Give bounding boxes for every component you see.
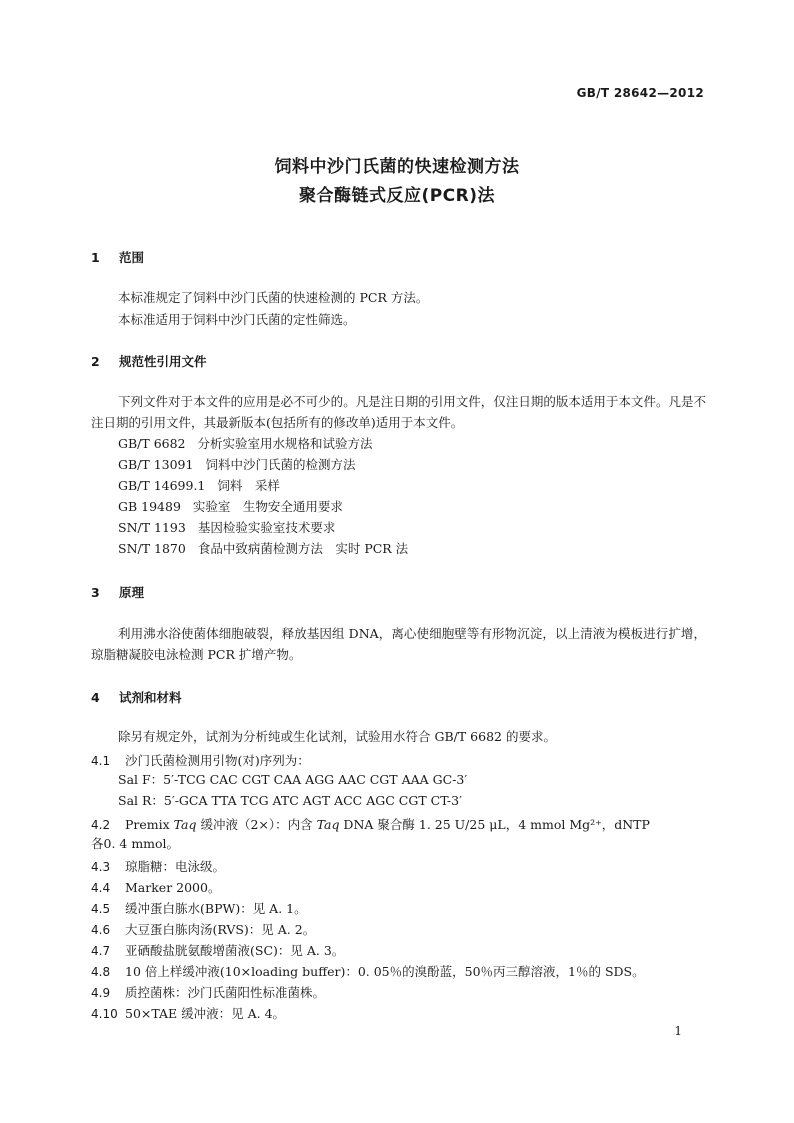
clause-number: 4.6 <box>91 923 111 937</box>
clause-number: 4.4 <box>91 881 111 895</box>
reference-code: SN/T 1193 <box>118 520 186 535</box>
reference-name: 分析实验室用水规格和试验方法 <box>197 436 373 451</box>
section-number: 1 <box>91 250 100 265</box>
clause-4-1 <box>91 751 310 769</box>
reference-name: 基因检验实验室技术要求 <box>197 520 336 535</box>
clause-number: 4.7 <box>91 944 111 958</box>
references-intro: 下列文件对于本文件的应用是必不可少的。凡是注日期的引用文件，仅注日期的版本适用于本文件。凡是不注日期的引用文件，其最新版本(包括所有的修改单)适用于本文件。 <box>91 394 706 430</box>
section-3-heading <box>91 583 144 601</box>
section-4-heading <box>91 688 182 706</box>
clause-number: 4.8 <box>91 965 111 979</box>
clause-4-2 <box>91 815 650 833</box>
section-title: 试剂和材料 <box>119 690 182 705</box>
section-number: 3 <box>91 585 100 600</box>
clause-item <box>91 857 225 875</box>
reference-item <box>118 499 343 515</box>
scope-paragraph-2: 本标准适用于饲料中沙门氏菌的定性筛选。 <box>118 312 356 327</box>
section-1-heading <box>91 248 144 266</box>
section-number: 2 <box>91 354 100 369</box>
clause-item <box>91 1004 285 1022</box>
reference-code: SN/T 1870 <box>118 541 186 556</box>
clause-item <box>91 878 220 896</box>
clause-text-b: 缓冲液（2×）：内含 <box>196 817 317 832</box>
section-title: 原理 <box>119 585 145 600</box>
clause-text: 质控菌株：沙门氏菌阳性标准菌株。 <box>125 985 326 1000</box>
clause-text-c: DNA 聚合酶 1. 25 U/25 μL，4 mmol Mg²⁺，dNTP <box>339 817 650 832</box>
section-title: 规范性引用文件 <box>119 354 207 369</box>
clause-4-2-continued: 各0. 4 mmol。 <box>91 836 180 851</box>
primer-forward: Sal F：5′-TCG CAC CGT CAA AGG AAC CGT AAA GC-3′ <box>118 772 468 787</box>
primer-reverse: Sal R：5′-GCA TTA TCG ATC AGT ACC AGC CGT CT-3′ <box>118 793 462 808</box>
clause-number: 4.3 <box>91 860 111 874</box>
clause-text: 亚硒酸盐胱氨酸增菌液(SC)：见 A. 3。 <box>125 943 345 958</box>
reference-item <box>118 520 335 536</box>
taq-italic: Taq <box>316 817 340 832</box>
clause-number: 4.2 <box>91 818 111 832</box>
clause-text-a: Premix <box>125 817 174 832</box>
clause-text: 缓冲蛋白胨水(BPW)：见 A. 1。 <box>125 901 307 916</box>
reference-name: 实验室 生物安全通用要求 <box>192 499 343 514</box>
reference-code: GB/T 6682 <box>118 436 186 451</box>
reference-name: 食品中致病菌检测方法 实时 PCR 法 <box>197 541 409 556</box>
clause-text: 50×TAE 缓冲液：见 A. 4。 <box>125 1006 286 1021</box>
clause-text: 大豆蛋白胨肉汤(RVS)：见 A. 2。 <box>125 922 316 937</box>
reference-item <box>118 436 373 452</box>
reagents-intro: 除另有规定外，试剂为分析纯或生化试剂，试验用水符合 GB/T 6682 的要求。 <box>118 729 556 744</box>
reference-item <box>118 478 280 494</box>
standard-code: GB/T 28642—2012 <box>576 86 704 100</box>
principle-paragraph: 利用沸水浴使菌体细胞破裂，释放基因组 DNA，离心使细胞壁等有形物沉淀，以上清液为模板进行扩增，琼脂糖凝胶电泳检测 PCR 扩增产物。 <box>91 626 706 662</box>
clause-item <box>91 899 307 917</box>
reference-name: 饲料中沙门氏菌的检测方法 <box>205 457 356 472</box>
clause-text: 琼脂糖：电泳级。 <box>125 859 226 874</box>
clause-item <box>91 962 645 980</box>
section-title: 范围 <box>119 250 145 265</box>
reference-item <box>118 541 408 557</box>
section-2-heading <box>91 352 207 370</box>
clause-text: 沙门氏菌检测用引物(对)序列为： <box>125 753 310 768</box>
scope-paragraph-1: 本标准规定了饲料中沙门氏菌的快速检测的 PCR 方法。 <box>118 290 429 305</box>
clause-item <box>91 941 344 959</box>
reference-code: GB 19489 <box>118 499 181 514</box>
clause-number: 4.9 <box>91 986 111 1000</box>
reference-name: 饲料 采样 <box>217 478 280 493</box>
reference-code: GB/T 14699.1 <box>118 478 206 493</box>
section-number: 4 <box>91 690 100 705</box>
document-subtitle: 聚合酶链式反应(PCR)法 <box>298 186 496 206</box>
clause-text: Marker 2000。 <box>125 880 221 895</box>
page-number: 1 <box>674 1024 682 1038</box>
reference-code: GB/T 13091 <box>118 457 194 472</box>
clause-text: 10 倍上样缓冲液(10×loading buffer)：0. 05％的溴酚蓝，50％丙三醇溶液，1％的 SDS。 <box>125 964 645 979</box>
reference-item <box>118 457 355 473</box>
clause-number: 4.5 <box>91 902 111 916</box>
document-title: 饲料中沙门氏菌的快速检测方法 <box>274 157 520 177</box>
clause-number: 4.10 <box>91 1007 118 1021</box>
taq-italic: Taq <box>173 817 197 832</box>
clause-item <box>91 983 325 1001</box>
clause-item <box>91 920 315 938</box>
clause-number: 4.1 <box>91 754 111 768</box>
